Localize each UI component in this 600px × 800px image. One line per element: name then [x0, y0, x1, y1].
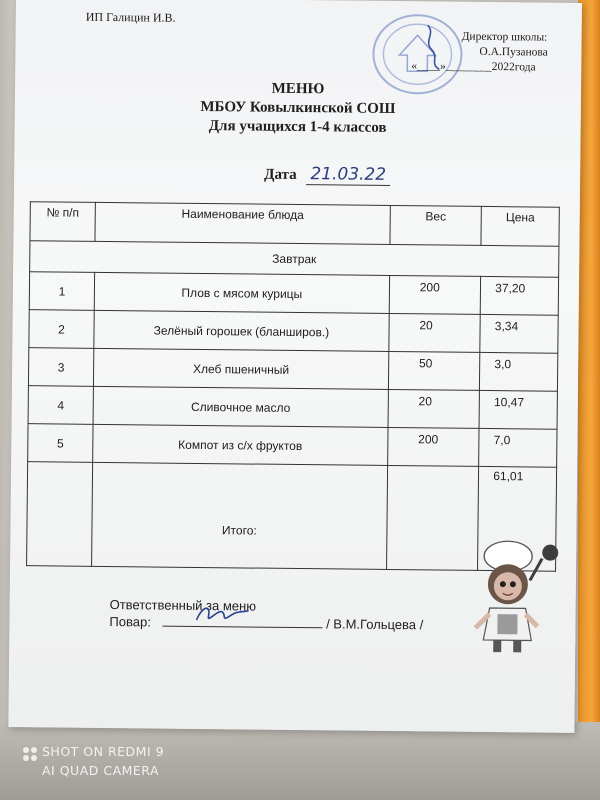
total-value: 61,01 — [478, 466, 557, 571]
company-name: ИП Галицин И.В. — [85, 9, 176, 25]
row-num: 1 — [29, 272, 94, 311]
grade-range: Для учащихся 1-4 классов — [208, 118, 387, 136]
total-empty-weight — [386, 465, 479, 570]
table-row — [28, 348, 557, 392]
row-num: 3 — [28, 348, 93, 387]
row-name: Плов с мясом курицы — [94, 272, 389, 313]
director-date: «____»________2022года — [411, 60, 536, 74]
total-label: Итого: — [92, 462, 388, 569]
row-name: Компот из с/х фруктов — [93, 424, 388, 465]
date-label: Дата — [264, 166, 297, 183]
school-name: МБОУ Ковылкинской СОШ — [200, 98, 396, 118]
orange-frame — [578, 0, 600, 800]
date-value: 21.03.22 — [306, 164, 390, 186]
table-row — [29, 310, 558, 354]
signature-block — [109, 596, 423, 633]
header-num: № п/п — [30, 202, 95, 242]
director-name: О.А.Пузанова — [479, 45, 548, 59]
table-header-row — [30, 202, 559, 247]
director-title: Директор школы: — [461, 30, 548, 44]
responsible-label: Ответственный за меню — [109, 597, 257, 614]
row-price: 7,0 — [479, 428, 557, 467]
date-row — [264, 164, 390, 186]
row-name: Хлеб пшеничный — [93, 348, 388, 389]
row-num: 5 — [28, 424, 93, 463]
row-weight: 20 — [389, 313, 481, 352]
watermark-line2: AI QUAD CAMERA — [42, 763, 160, 778]
header-name: Наименование блюда — [95, 202, 390, 244]
row-price: 3,34 — [480, 314, 558, 353]
row-weight: 200 — [389, 275, 481, 314]
table-row — [28, 424, 557, 468]
row-price: 3,0 — [480, 352, 558, 391]
menu-table — [26, 201, 560, 572]
watermark-line1: SHOT ON REDMI 9 — [42, 744, 165, 759]
row-weight: 20 — [388, 389, 480, 428]
chef-girl-icon — [471, 532, 562, 659]
header-weight: Вес — [390, 205, 482, 245]
row-weight: 200 — [387, 427, 479, 466]
row-name: Зелёный горошек (бланширов.) — [94, 310, 389, 351]
signature-line — [162, 614, 322, 629]
row-num: 4 — [28, 386, 93, 425]
row-weight: 50 — [388, 351, 480, 390]
camera-watermark — [42, 742, 164, 780]
camera-logo-icon — [22, 746, 40, 776]
row-name: Сливочное масло — [93, 386, 388, 427]
section-label: Завтрак — [30, 241, 559, 278]
row-price: 10,47 — [479, 390, 557, 429]
menu-sheet — [8, 0, 582, 733]
total-empty-num — [27, 462, 93, 567]
menu-title: МЕНЮ — [271, 80, 325, 98]
table-row — [28, 386, 557, 430]
row-num: 2 — [29, 310, 94, 349]
cook-label: Повар: — [109, 614, 151, 630]
cook-name: / В.М.Гольцева / — [326, 616, 424, 633]
row-price: 37,20 — [480, 276, 558, 315]
cook-line — [109, 613, 423, 633]
signature-scribble-icon — [192, 600, 252, 627]
header-price: Цена — [481, 206, 559, 246]
director-approval — [411, 30, 548, 76]
table-row — [29, 272, 558, 316]
